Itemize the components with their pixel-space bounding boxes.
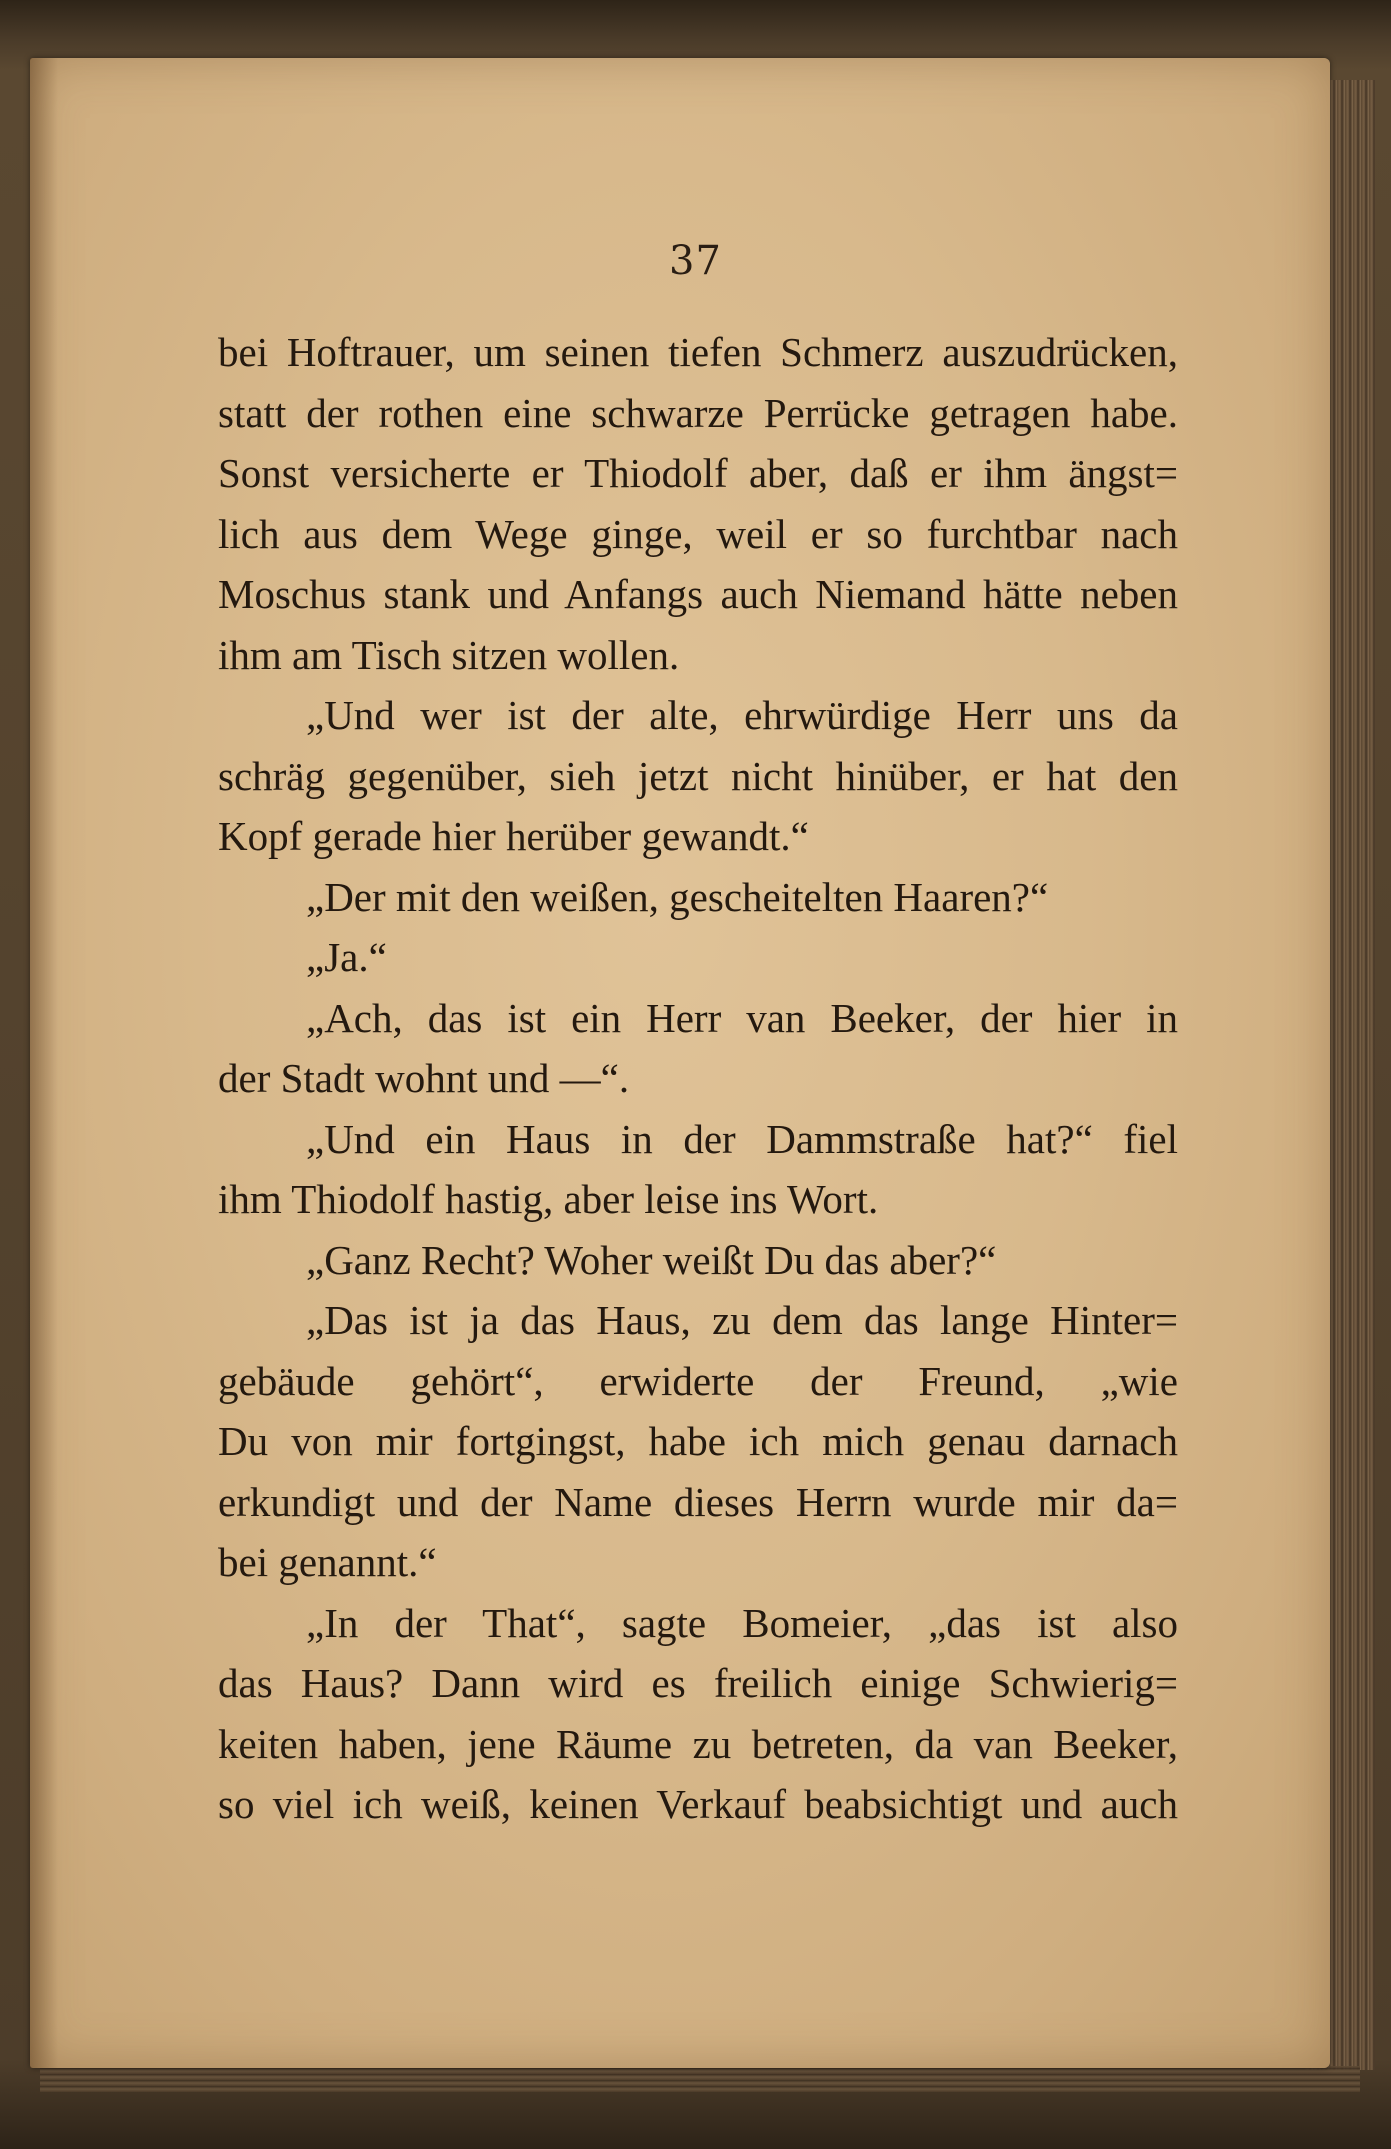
text-line: gebäude gehört“, erwiderte der Freund, „wie — [218, 1357, 1178, 1404]
text-line: bei Hoftrauer, um seinen tiefen Schmerz auszudrücken, — [218, 329, 1178, 375]
page-number: 37 — [669, 238, 722, 284]
text-line: „Ganz Recht? Woher weißt Du das aber?“ — [306, 1236, 997, 1283]
text-line: „Der mit den weißen, gescheitelten Haaren?“ — [306, 873, 1049, 920]
text-line: „Und ein Haus in der Dammstraße hat?“ fiel — [306, 1115, 1178, 1162]
text-line: ihm am Tisch sitzen wollen. — [218, 631, 680, 678]
text-line: ihm Thiodolf hastig, aber leise ins Wort. — [218, 1176, 879, 1222]
text-line: das Haus? Dann wird es freilich einige Schwierig= — [218, 1660, 1178, 1706]
page-text — [218, 322, 1178, 1835]
text-line: der Stadt wohnt und —“. — [218, 1055, 630, 1101]
text-line: „Und wer ist der alte, ehrwürdige Herr uns da — [306, 692, 1178, 738]
text-line: lich aus dem Wege ginge, weil er so furchtbar nach — [218, 510, 1178, 557]
text-line: „Ja.“ — [306, 934, 387, 980]
text-line: „Das ist ja das Haus, zu dem das lange Hinter= — [306, 1297, 1178, 1343]
text-line: „Ach, das ist ein Herr van Beeker, der hier in — [306, 994, 1178, 1041]
page-edges-bottom — [40, 2066, 1360, 2092]
text-line: Du von mir fortgingst, habe ich mich genau darnach — [218, 1418, 1178, 1464]
text-line: Kopf gerade hier herüber gewandt.“ — [218, 813, 809, 859]
text-line: schräg gegenüber, sieh jetzt nicht hinüber, er hat den — [218, 752, 1178, 799]
text-line: „In der That“, sagte Bomeier, „das ist also — [306, 1599, 1178, 1646]
text-line: bei genannt.“ — [218, 1539, 437, 1585]
text-line: erkundigt und der Name dieses Herrn wurde mir da= — [218, 1478, 1178, 1525]
text-line: statt der rothen eine schwarze Perrücke getragen habe. — [218, 389, 1178, 436]
text-line: Sonst versicherte er Thiodolf aber, daß er ihm ängst= — [218, 450, 1178, 496]
text-line: keiten haben, jene Räume zu betreten, da van Beeker, — [218, 1720, 1178, 1767]
spine-shadow — [30, 58, 58, 2068]
text-line: so viel ich weiß, keinen Verkauf beabsichtigt und auch — [218, 1781, 1178, 1827]
text-line: Moschus stank und Anfangs auch Niemand hätte neben — [218, 571, 1178, 617]
